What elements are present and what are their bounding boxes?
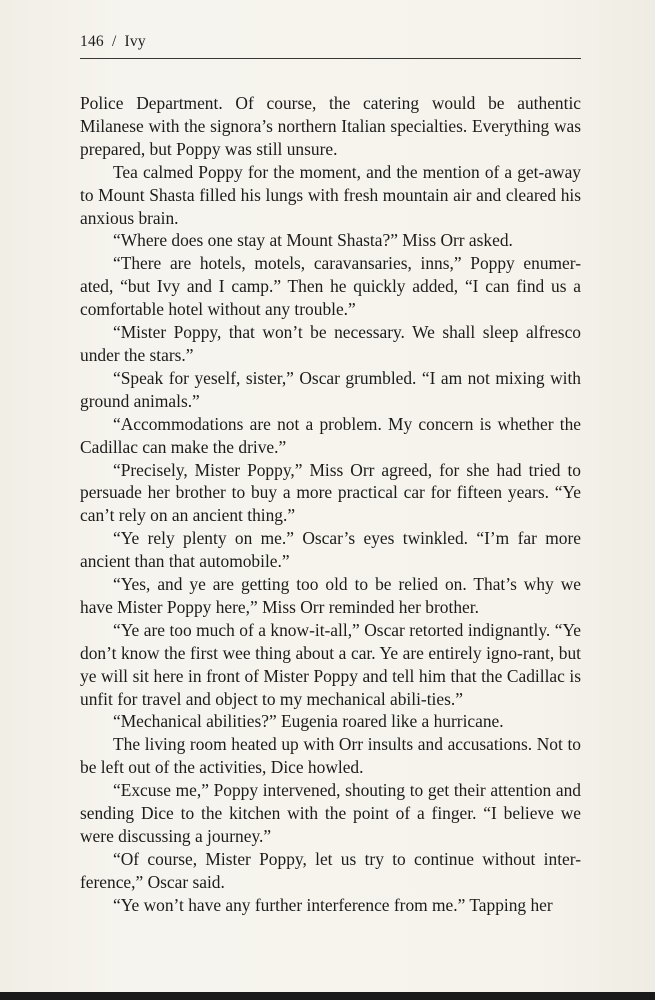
paragraph: “There are hotels, motels, caravansaries, inns,” Poppy enumer-ated, “but Ivy and I camp.” Then he quickly added, “I can find us a comfortable hotel without any trouble.” (80, 253, 581, 320)
paragraph: “Where does one stay at Mount Shasta?” Miss Orr asked. (113, 230, 513, 251)
running-title: Ivy (124, 33, 146, 50)
paragraph: “Accommodations are not a problem. My concern is whether the Cadillac can make the drive.” (80, 413, 581, 457)
paragraph: “Precisely, Mister Poppy,” Miss Orr agreed, for she had tried to persuade her brother to buy a more practical car for fifteen years. “Ye can’t rely on an ancient thing.” (80, 459, 581, 526)
body-text (80, 92, 581, 917)
paragraph: Police Department. Of course, the catering would be authentic Milanese with the signora’s northern Italian specialties. Everything was prepared, but Poppy was still unsure. (80, 93, 581, 159)
paragraph: “Ye won’t have any further interference from me.” Tapping her (113, 894, 553, 915)
paragraph: Tea calmed Poppy for the moment, and the mention of a get-away to Mount Shasta filled his lungs with fresh mountain air and cleared his anxious brain. (80, 161, 581, 228)
paragraph: “Ye rely plenty on me.” Oscar’s eyes twinkled. “I’m far more ancient than that automobile.” (80, 528, 581, 572)
paragraph: “Mechanical abilities?” Eugenia roared like a hurricane. (113, 711, 504, 732)
paragraph: “Excuse me,” Poppy intervened, shouting to get their attention and sending Dice to the kitchen with the point of a finger. “I believe we were discussing a journey.” (80, 780, 581, 846)
header-separator: / (111, 33, 117, 50)
paragraph: “Speak for yeself, sister,” Oscar grumbled. “I am not mixing with ground animals.” (80, 367, 581, 411)
paragraph: “Yes, and ye are getting too old to be relied on. That’s why we have Mister Poppy here,” Miss Orr reminded her brother. (80, 574, 581, 617)
running-head (80, 33, 580, 51)
paragraph: “Mister Poppy, that won’t be necessary. We shall sleep alfresco under the stars.” (80, 322, 581, 365)
paragraph: “Of course, Mister Poppy, let us try to continue without inter-ference,” Oscar said. (80, 848, 581, 892)
paragraph: “Ye are too much of a know-it-all,” Oscar retorted indignantly. “Ye don’t know the first wee thing about a car. Ye are entirely igno-rant, but ye will sit here in front of Mister Poppy and tell him that the Cadillac is unfit for travel and object to my mechanical abili-ties.” (80, 619, 581, 709)
header-rule (80, 58, 581, 59)
paragraph: The living room heated up with Orr insults and accusations. Not to be left out of the activities, Dice howled. (80, 734, 581, 778)
page-number: 146 (80, 33, 104, 50)
page-bottom-edge (0, 992, 655, 1000)
